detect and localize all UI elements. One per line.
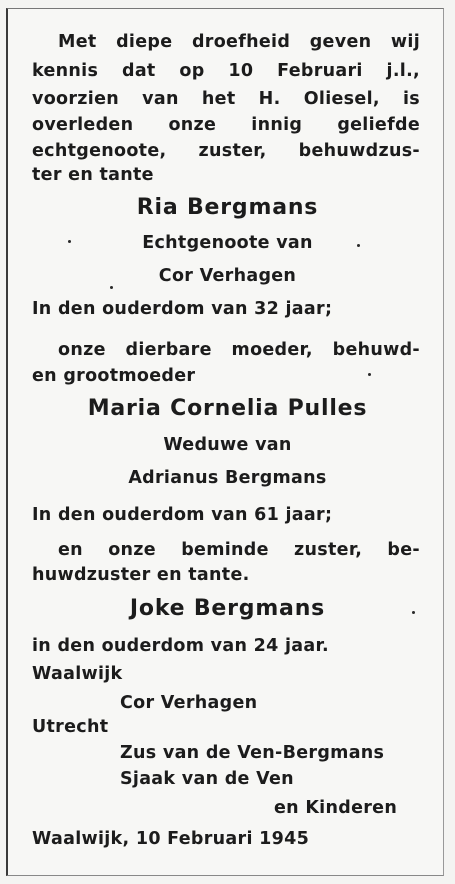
intro-line-3: voorzien van het H. Oliesel, is xyxy=(32,89,420,109)
signatory-place-2: Utrecht xyxy=(32,717,109,737)
spouse-1: Cor Verhagen xyxy=(158,266,297,286)
print-speck xyxy=(110,286,113,289)
signatory-name-1: Cor Verhagen xyxy=(120,693,258,713)
age-line-2: In den ouderdom van 61 jaar; xyxy=(32,505,333,525)
dateline: Waalwijk, 10 Februari 1945 xyxy=(32,829,310,849)
age-line-3: in den ouderdom van 24 jaar. xyxy=(32,636,329,656)
connector-1-line-2: en grootmoeder xyxy=(32,366,196,386)
intro-line-4: overleden onze innig geliefde xyxy=(32,115,420,135)
deceased-name-2: Maria Cornelia Pulles xyxy=(87,396,368,421)
signatory-name-3: Sjaak van de Ven xyxy=(120,769,294,789)
connector-2-line-2: huwdzuster en tante. xyxy=(32,565,250,585)
signatory-name-2: Zus van de Ven-Bergmans xyxy=(120,743,385,763)
connector-1-line-1: onze dierbare moeder, behuwd- xyxy=(58,340,420,360)
deceased-name-3: Joke Bergmans xyxy=(129,596,326,621)
spouse-2: Adrianus Bergmans xyxy=(128,468,327,488)
intro-line-6: ter en tante xyxy=(32,165,154,185)
relation-2: Weduwe van xyxy=(163,435,292,455)
intro-line-1: Met diepe droefheid geven wij xyxy=(58,32,420,52)
print-speck xyxy=(357,244,360,247)
signatory-place-1: Waalwijk xyxy=(32,664,123,684)
print-speck xyxy=(68,240,71,243)
connector-2-line-1: en onze beminde zuster, be- xyxy=(58,540,420,560)
deceased-name-1: Ria Bergmans xyxy=(136,195,319,220)
signatory-name-4: en Kinderen xyxy=(274,798,398,818)
relation-1: Echtgenoote van xyxy=(142,233,313,253)
age-line-1: In den ouderdom van 32 jaar; xyxy=(32,299,333,319)
intro-line-5: echtgenoote, zuster, behuwdzus- xyxy=(32,141,420,161)
print-speck xyxy=(368,373,371,376)
print-speck xyxy=(412,611,415,614)
intro-line-2: kennis dat op 10 Februari j.l., xyxy=(32,61,420,81)
